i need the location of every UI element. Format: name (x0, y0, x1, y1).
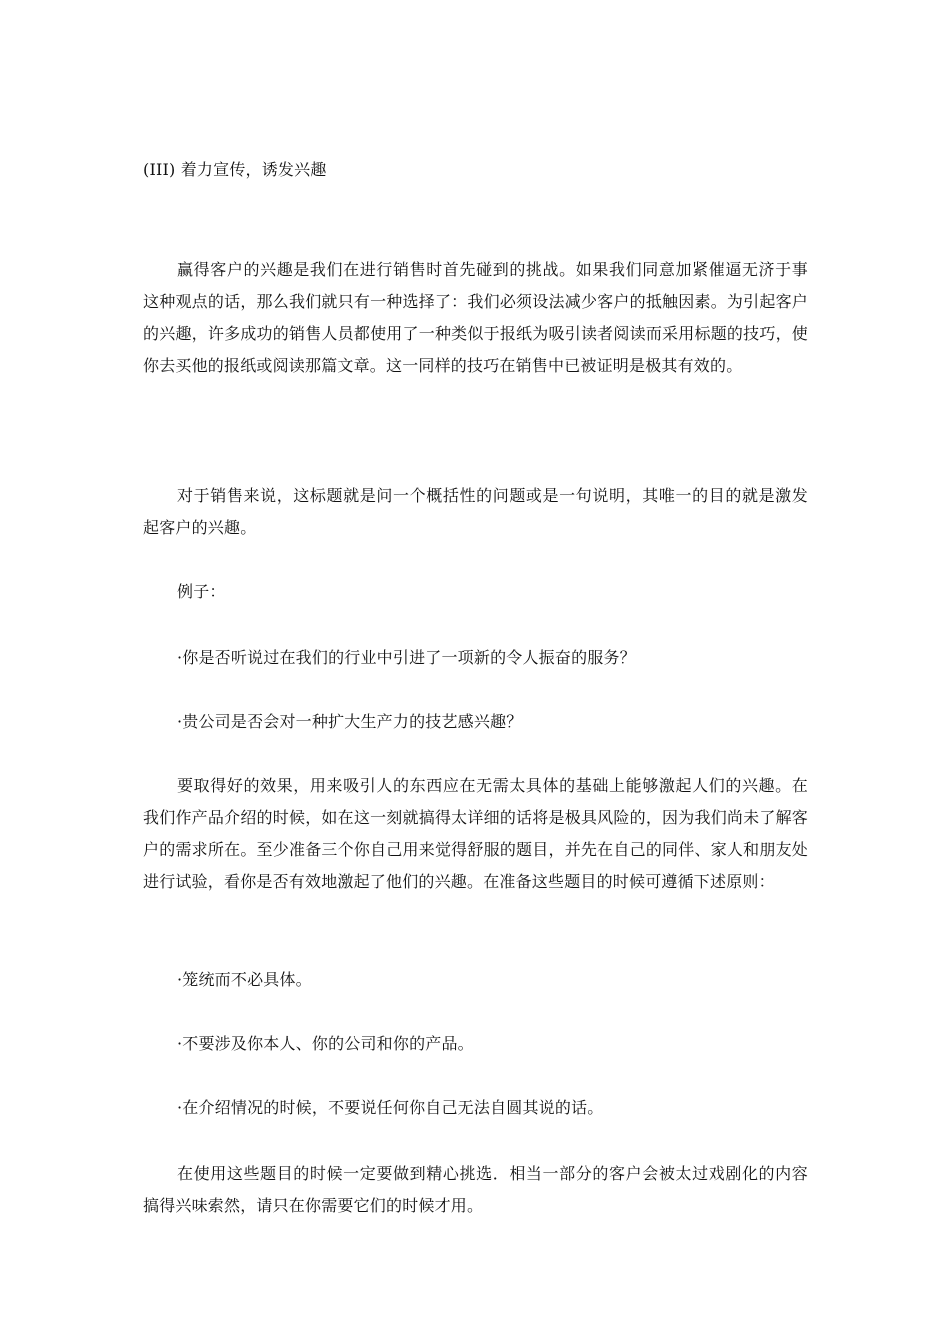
paragraph-usage: 在使用这些题目的时候一定要做到精心挑选．相当一部分的客户会被太过戏剧化的内容搞得兴味索然，请只在你需要它们的时候才用。 (143, 1164, 808, 1215)
paragraph-intro: 赢得客户的兴趣是我们在进行销售时首先碰到的挑战。如果我们同意加紧催逼无济于事这种观点的话，那么我们就只有一种选择了：我们必须设法减少客户的抵触因素。为引起客户的兴趣，许多成功的销售人员都使用了一种类似于报纸为吸引读者阅读而采用标题的技巧，使你去买他的报纸或阅读那篇文章。这一同样的技巧在销售中已被证明是极其有效的。 (143, 260, 808, 375)
rule-item-2: ·不要涉及你本人、你的公司和你的产品。 (177, 1034, 474, 1053)
section-heading: (III) 着力宣传，诱发兴趣 (143, 160, 327, 179)
rule-item-1: ·笼统而不必具体。 (177, 970, 312, 989)
example-label: 例子： (177, 582, 226, 601)
example-item-1: ·你是否听说过在我们的行业中引进了一项新的令人振奋的服务？ (177, 648, 636, 667)
rule-item-3: ·在介绍情况的时候，不要说任何你自己无法自圆其说的话。 (177, 1098, 604, 1117)
example-item-2: ·贵公司是否会对一种扩大生产力的技艺感兴趣？ (177, 712, 523, 731)
paragraph-preparation: 要取得好的效果，用来吸引人的东西应在无需太具体的基础上能够激起人们的兴趣。在我们作产品介绍的时候，如在这一刻就搞得太详细的话将是极具风险的，因为我们尚未了解客户的需求所在。至少准备三个你自己用来觉得舒服的题目，并先在自己的同伴、家人和朋友处进行试验，看你是否有效地激起了他们的兴趣。在准备这些题目的时候可遵循下述原则： (143, 776, 808, 891)
paragraph-headline-definition: 对于销售来说，这标题就是问一个概括性的问题或是一句说明，其唯一的目的就是激发起客户的兴趣。 (143, 486, 808, 537)
